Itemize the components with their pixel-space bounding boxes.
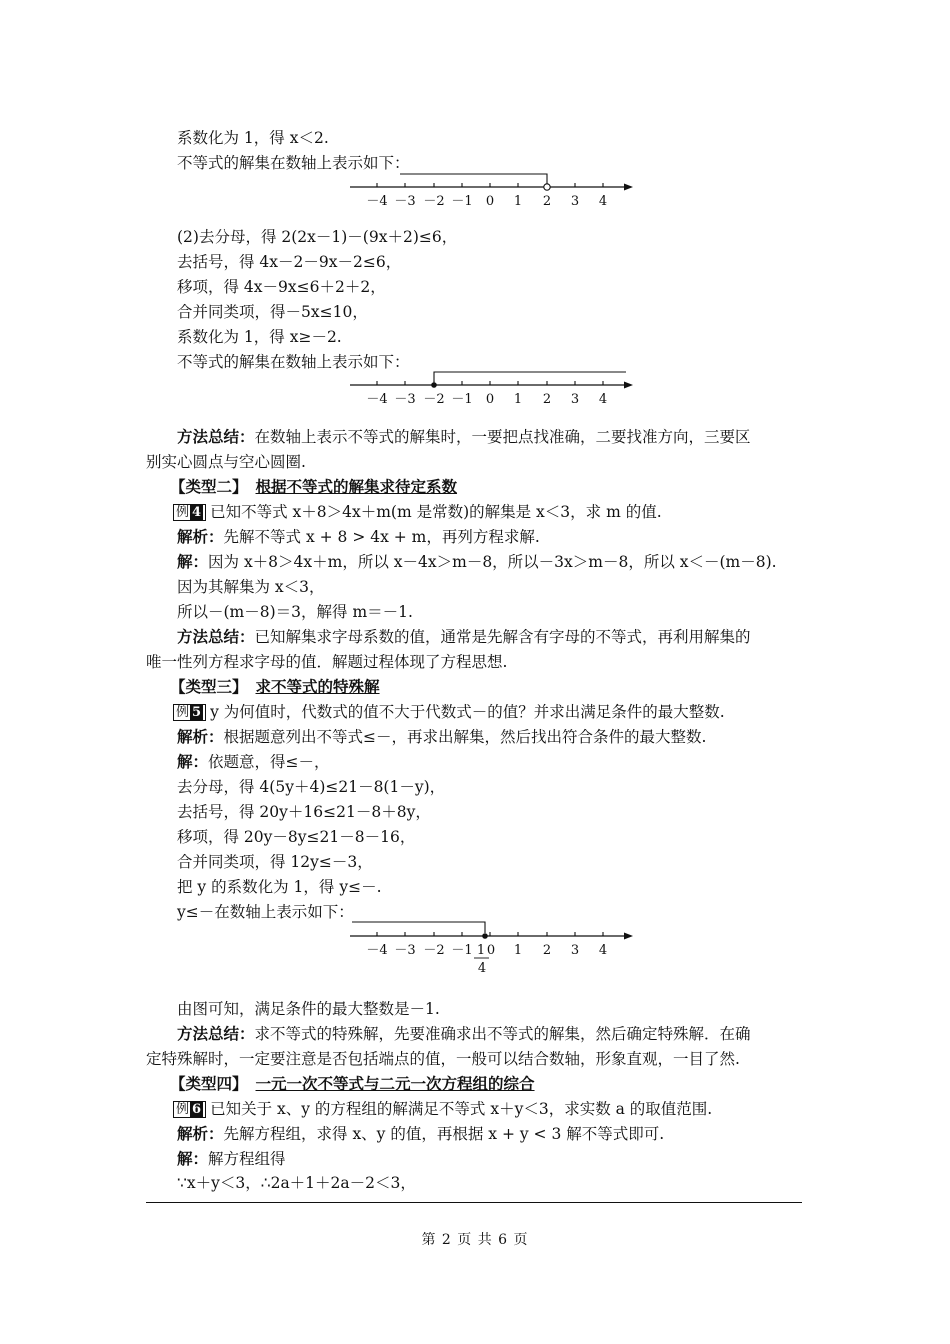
fraction-numerator: 1 [476,943,486,958]
text-line: 合并同类项，得－5x≤10， [177,303,368,321]
text-line: ∵x＋y＜3，∴2a＋1＋2a－2＜3， [177,1174,416,1192]
tick-label: 1 [513,943,523,958]
tick-label: －2 [423,943,445,958]
tick-label: 1 [513,194,523,209]
tick-label: －4 [366,392,388,407]
number-line-2 [350,370,640,410]
text-line: 去括号，得 4x－2－9x－2≤6， [177,253,402,271]
text-line: 别实心圆点与空心圆圈. [146,453,306,471]
example-5-solution: 解：依题意，得≤－， [177,752,330,771]
example-badge: 例 6 [173,1101,206,1118]
section-heading-type-3: 【类型三】 求不等式的特殊解 [170,677,380,696]
text-line: 去分母，得 4(5y＋4)≤21－8(1－y)， [177,778,446,796]
text-line: 由图可知，满足条件的最大整数是－1. [177,1000,440,1018]
footer-divider [146,1202,802,1203]
text-line: 去括号，得 20y＋16≤21－8＋8y， [177,803,431,821]
tick-label: －4 [366,943,388,958]
text-line: (2)去分母，得 2(2x－1)－(9x＋2)≤6， [177,228,458,246]
method-summary-1: 方法总结：在数轴上表示不等式的解集时，一要把点找准确，二要找准方向，三要区 [177,427,751,446]
text-line: 合并同类项，得 12y≤－3， [177,853,373,871]
text-line: 移项，得 4x－9x≤6＋2＋2， [177,278,386,296]
tick-label: －3 [394,392,416,407]
example-badge: 例 5 [173,704,206,721]
tick-label: 3 [570,194,580,209]
method-summary-2: 方法总结：已知解集求字母系数的值，通常是先解含有字母的不等式，再利用解集的 [177,627,751,646]
tick-label: 4 [598,943,608,958]
tick-label: 1 [513,392,523,407]
tick-label: －1 [451,392,473,407]
text-line: y≤－在数轴上表示如下： [177,903,354,921]
fraction-denominator: 4 [477,961,487,976]
text-line: 把 y 的系数化为 1，得 y≤－. [177,878,382,896]
tick-label: 0 [485,392,495,407]
tick-label: 3 [570,943,580,958]
tick-label: 0 [486,943,496,958]
tick-label: 0 [485,194,495,209]
tick-label: －3 [394,943,416,958]
number-line-3 [350,918,640,976]
text-line: 所以－(m－8)＝3，解得 m＝－1. [177,603,413,621]
example-4-solution: 解：因为 x＋8＞4x＋m，所以 x－4x＞m－8，所以－3x＞m－8，所以 x＜－(m－8). [177,552,777,571]
text-line: 不等式的解集在数轴上表示如下： [177,154,410,172]
tick-label: －2 [423,194,445,209]
text-line: 不等式的解集在数轴上表示如下： [177,353,410,371]
example-6-analysis: 解析：先解方程组，求得 x、y 的值，再根据 x + y < 3 解不等式即可. [177,1124,665,1143]
example-5-analysis: 解析：根据题意列出不等式≤－，再求出解集，然后找出符合条件的最大整数. [177,727,707,746]
tick-label: 2 [542,392,552,407]
section-heading-type-2: 【类型二】 根据不等式的解集求待定系数 [170,477,458,496]
text-line: 唯一性列方程求字母的值．解题过程体现了方程思想. [146,653,508,671]
tick-label: 2 [542,943,552,958]
example-6-question: 例 6 已知关于 x、y 的方程组的解满足不等式 x＋y＜3，求实数 a 的取值范围. [173,1099,712,1119]
tick-label: 2 [542,194,552,209]
number-line-1 [350,172,640,212]
tick-label: －2 [423,392,445,407]
example-6-solution: 解：解方程组得 [177,1149,286,1168]
tick-label: －1 [451,194,473,209]
text-line: 系数化为 1，得 x≥－2. [177,328,342,346]
page-footer: 第 2 页 共 6 页 [421,1232,529,1248]
text-line: 移项，得 20y－8y≤21－8－16， [177,828,416,846]
example-4-analysis: 解析：先解不等式 x + 8 > 4x + m，再列方程求解. [177,527,540,546]
text-line: 系数化为 1，得 x＜2. [177,129,329,147]
text-line: 因为其解集为 x＜3， [177,578,325,596]
tick-label: －1 [451,943,473,958]
tick-label: －3 [394,194,416,209]
text-line: 定特殊解时，一定要注意是否包括端点的值，一般可以结合数轴，形象直观，一目了然. [146,1050,740,1068]
example-5-question: 例 5 y 为何值时，代数式的值不大于代数式－的值？并求出满足条件的最大整数. [173,702,725,722]
example-badge: 例 4 [173,504,206,521]
section-heading-type-4: 【类型四】 一元一次不等式与二元一次方程组的综合 [170,1074,535,1093]
method-summary-3: 方法总结：求不等式的特殊解，先要准确求出不等式的解集，然后确定特殊解．在确 [177,1024,751,1043]
tick-label: 4 [598,392,608,407]
example-4-question: 例 4 已知不等式 x＋8＞4x＋m(m 是常数)的解集是 x＜3，求 m 的值. [173,502,662,522]
tick-label: 4 [598,194,608,209]
tick-label: 3 [570,392,580,407]
tick-label: －4 [366,194,388,209]
